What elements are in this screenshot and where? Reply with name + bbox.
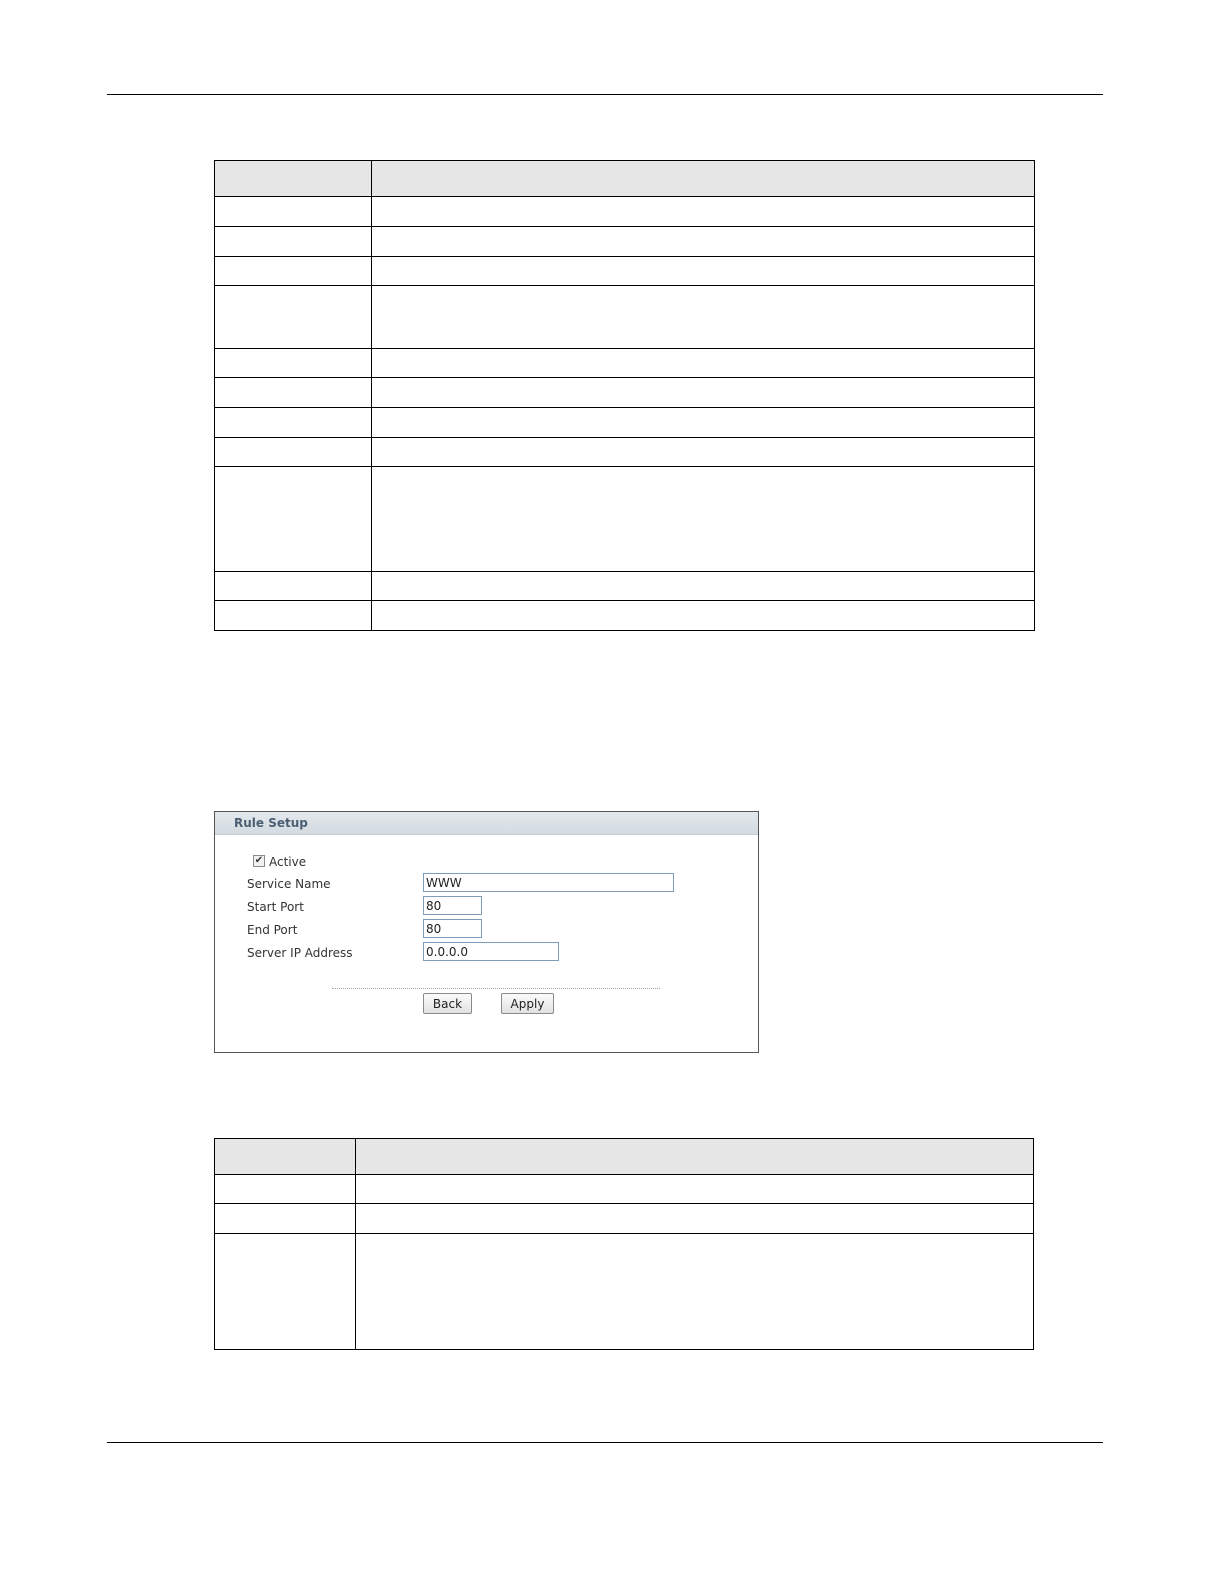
table-row xyxy=(215,572,1035,601)
server-ip-label: Server IP Address xyxy=(247,946,353,960)
divider xyxy=(332,988,660,989)
service-name-input[interactable] xyxy=(423,873,674,892)
active-label: Active xyxy=(269,855,307,869)
rule-setup-panel xyxy=(214,811,759,1053)
table-row xyxy=(215,1204,1034,1234)
table-row xyxy=(215,408,1035,438)
start-port-label: Start Port xyxy=(247,900,304,914)
apply-button[interactable]: Apply xyxy=(501,993,554,1014)
table-row xyxy=(215,1175,1034,1204)
table-row xyxy=(215,197,1035,227)
table-row xyxy=(215,601,1035,631)
end-port-input[interactable] xyxy=(423,919,482,938)
server-ip-input[interactable] xyxy=(423,942,559,961)
field-description-table-2 xyxy=(214,1138,1034,1350)
bottom-rule xyxy=(107,1442,1103,1443)
panel-header xyxy=(215,812,758,835)
end-port-label: End Port xyxy=(247,923,298,937)
table-row xyxy=(215,286,1035,349)
start-port-input[interactable] xyxy=(423,896,482,915)
table-row xyxy=(215,378,1035,408)
table-row xyxy=(215,467,1035,572)
table-row xyxy=(215,257,1035,286)
table-row xyxy=(215,438,1035,467)
active-checkbox[interactable]: ✔ xyxy=(254,855,264,866)
panel-title: Rule Setup xyxy=(234,816,308,830)
table-row xyxy=(215,349,1035,378)
table-header-row xyxy=(215,1139,1034,1175)
table-header-row xyxy=(215,161,1035,197)
back-button[interactable]: Back xyxy=(423,993,472,1014)
top-rule xyxy=(107,94,1103,95)
service-name-label: Service Name xyxy=(247,877,331,891)
field-description-table-1 xyxy=(214,160,1035,631)
table-row xyxy=(215,1234,1034,1350)
table-row xyxy=(215,227,1035,257)
